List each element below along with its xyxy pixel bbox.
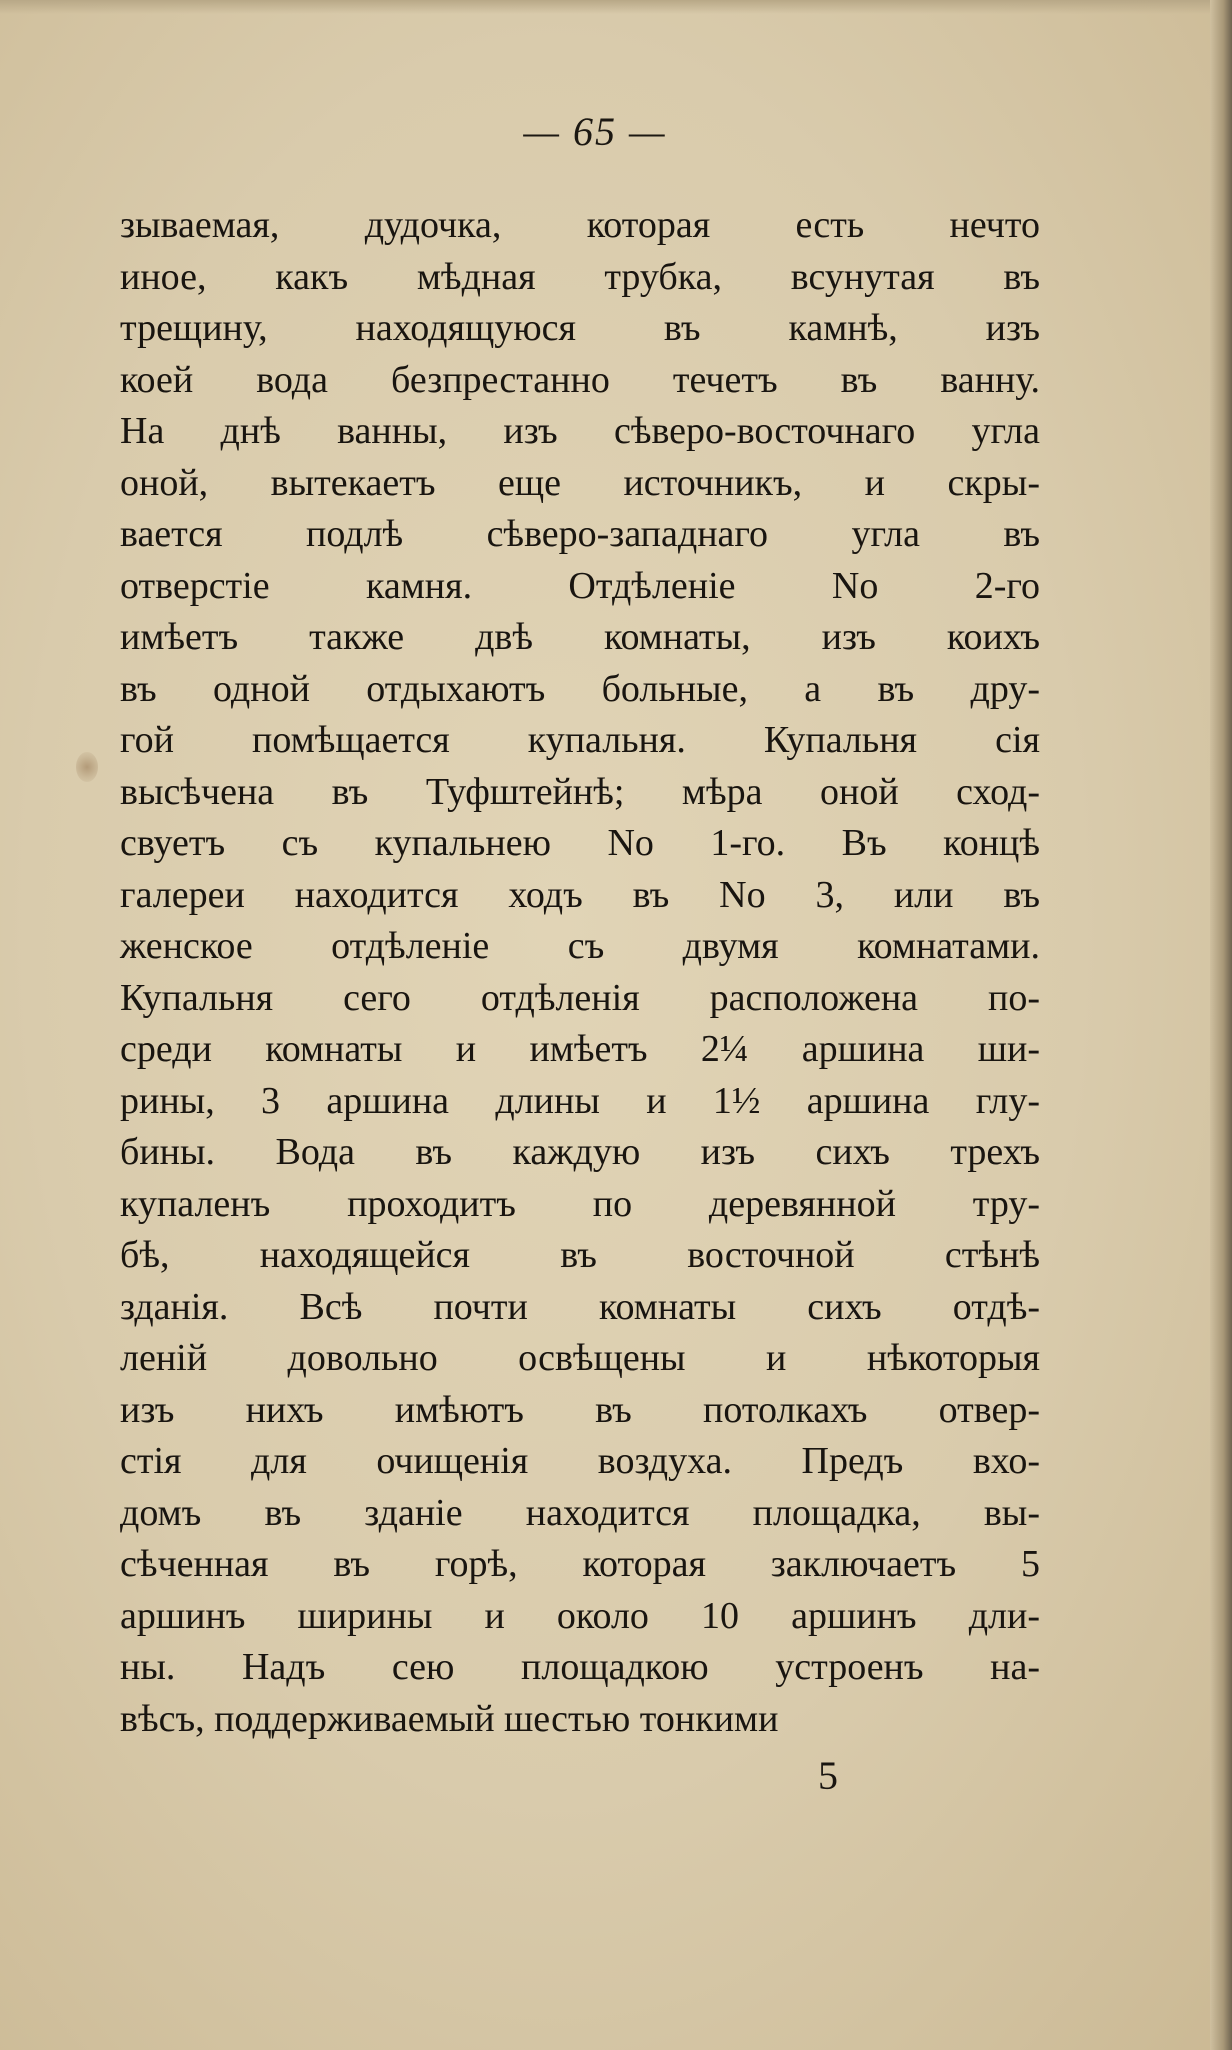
text-line: стія для очищенія воздуха. Предъ вхо- <box>120 1440 1040 1482</box>
signature-mark: 5 <box>818 1753 838 1798</box>
text-line: сѣченная въ горѣ, которая заключаетъ 5 <box>120 1543 1040 1585</box>
text-line: свуетъ съ купальнею No 1-го. Въ концѣ <box>120 822 1040 864</box>
text-line: отверстіе камня. Отдѣленіе No 2-го <box>120 564 1040 607</box>
paper-stain <box>76 752 98 782</box>
text-line: зываемая, дудочка, которая есть нечто <box>120 204 1040 246</box>
text-line: бѣ, находящейся въ восточной стѣнѣ <box>120 1234 1040 1276</box>
text-line: На днѣ ванны, изъ сѣверо-восточнаго угла <box>120 410 1040 452</box>
text-line: ны. Надъ сею площадкою устроенъ на- <box>120 1646 1040 1688</box>
text-line: женское отдѣленіе съ двумя комнатами. <box>120 925 1040 967</box>
text-line: рины, 3 аршина длины и 1½ аршина глу- <box>120 1079 1040 1122</box>
text-line: трещину, находящуюся въ камнѣ, изъ <box>120 307 1040 349</box>
text-line: гой помѣщается купальня. Купальня сія <box>120 719 1040 761</box>
text-line: вается подлѣ сѣверо-западнаго угла въ <box>120 513 1040 555</box>
page-number-header: — 65 — <box>523 109 667 154</box>
body-text <box>120 200 1040 1745</box>
text-line: въ одной отдыхаютъ больные, а въ дру- <box>120 667 1040 710</box>
page-top-shadow <box>0 0 1232 14</box>
text-line: леній довольно освѣщены и нѣкоторыя <box>120 1337 1040 1379</box>
text-line: среди комнаты и имѣетъ 2¼ аршина ши- <box>120 1028 1040 1070</box>
text-line: бины. Вода въ каждую изъ сихъ трехъ <box>120 1131 1040 1173</box>
text-line: галереи находится ходъ въ No 3, или въ <box>120 873 1040 916</box>
text-line: купаленъ проходитъ по деревянной тру- <box>120 1182 1040 1225</box>
text-line: высѣчена въ Туфштейнѣ; мѣра оной сход- <box>120 770 1040 813</box>
text-line: имѣетъ также двѣ комнаты, изъ коихъ <box>120 616 1040 658</box>
page-right-edge <box>1210 0 1232 2050</box>
text-line: изъ нихъ имѣютъ въ потолкахъ отвер- <box>120 1388 1040 1431</box>
text-line: домъ въ зданіе находится площадка, вы- <box>120 1491 1040 1534</box>
text-line: вѣсъ, поддерживаемый шестью тонкими <box>120 1697 779 1740</box>
text-line: аршинъ ширины и около 10 аршинъ дли- <box>120 1594 1040 1637</box>
text-line: иное, какъ мѣдная трубка, всунутая въ <box>120 255 1040 298</box>
text-line: коей вода безпрестанно течетъ въ ванну. <box>120 358 1040 401</box>
text-line: оной, вытекаетъ еще источникъ, и скры- <box>120 461 1040 504</box>
text-line: зданія. Всѣ почти комнаты сихъ отдѣ- <box>120 1285 1040 1328</box>
text-line: Купальня сего отдѣленія расположена по- <box>120 976 1040 1019</box>
